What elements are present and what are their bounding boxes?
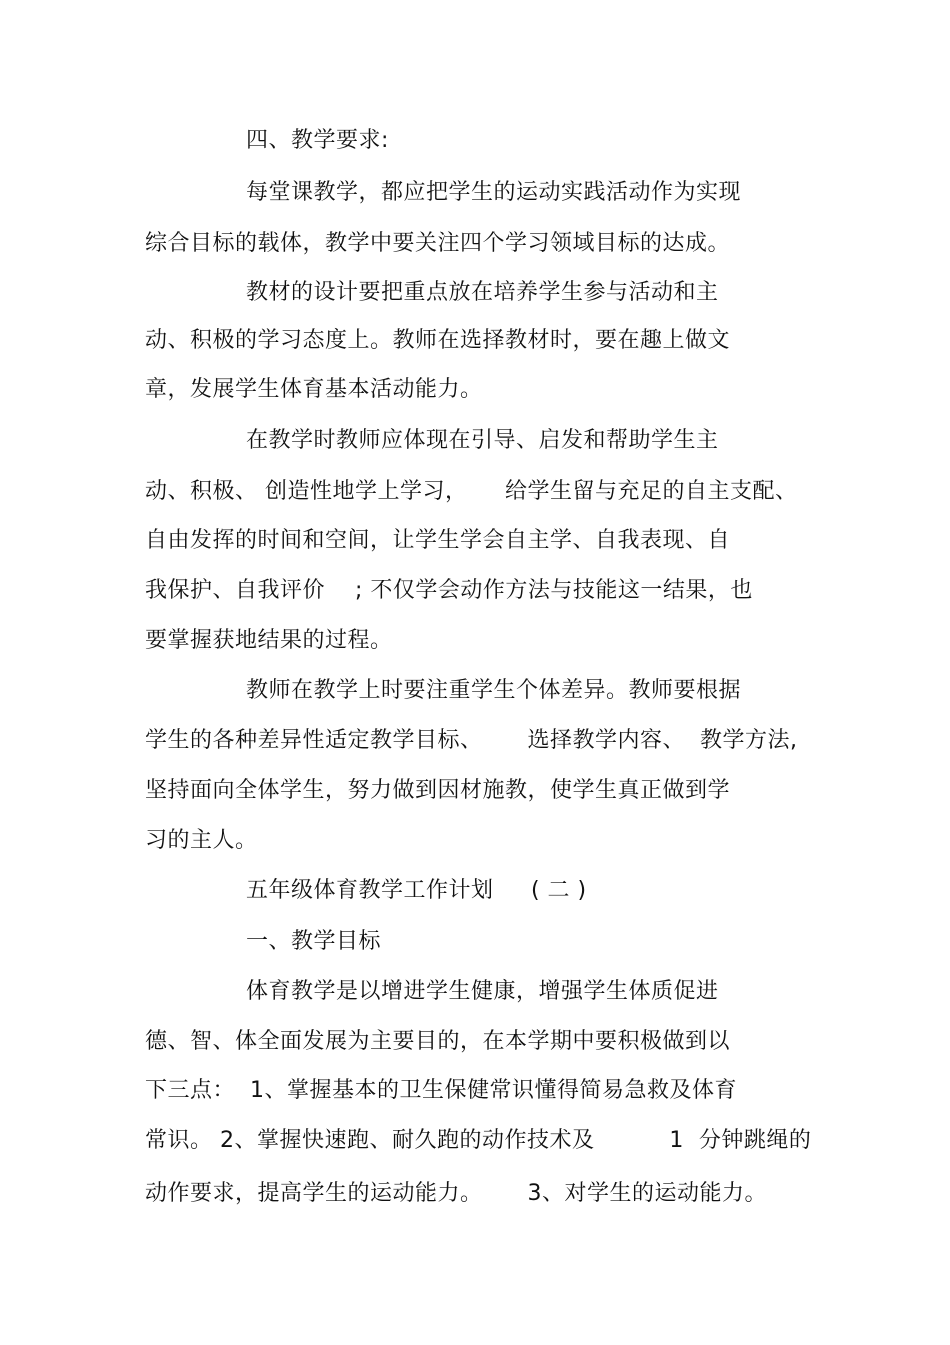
- paragraph-line: 在教学时教师应体现在引导、启发和帮助学生主: [246, 428, 719, 453]
- paragraph-line: 要掌握获地结果的过程。: [145, 628, 393, 653]
- paragraph-line: 章，发展学生体育基本活动能力。: [145, 377, 483, 402]
- paragraph-line: 动、积极、 创造性地学上学习， 给学生留与充足的自主支配、: [145, 479, 798, 504]
- paragraph-line: 学生的各种差异性适定教学目标、 选择教学内容、 教学方法,: [145, 728, 798, 753]
- paragraph-line: 自由发挥的时间和空间，让学生学会自主学、自我表现、自: [145, 528, 731, 553]
- paragraph-line: 动、积极的学习态度上。教师在选择教材时，要在趣上做文: [145, 328, 731, 353]
- paragraph-line: 习的主人。: [145, 828, 258, 853]
- paragraph-line: 每堂课教学，都应把学生的运动实践活动作为实现: [246, 180, 742, 205]
- paragraph-line: 教师在教学上时要注重学生个体差异。教师要根据: [246, 678, 742, 703]
- paragraph-line: 常识。 2、掌握快速跑、耐久跑的动作技术及 1 分钟跳绳的: [145, 1128, 812, 1153]
- section-heading: 一、教学目标: [246, 929, 382, 954]
- document-subtitle: 五年级体育教学工作计划 ( 二 ): [246, 878, 587, 903]
- paragraph-line: 我保护、自我评价 ; 不仅学会动作方法与技能这一结果，也: [145, 578, 753, 603]
- paragraph-line: 体育教学是以增进学生健康，增强学生体质促进: [246, 979, 719, 1004]
- paragraph-line: 动作要求，提高学生的运动能力。 3、对学生的运动能力。: [145, 1181, 767, 1206]
- paragraph-line: 下三点： 1、掌握基本的卫生保健常识懂得简易急救及体育: [145, 1078, 737, 1103]
- paragraph-line: 德、智、体全面发展为主要目的，在本学期中要积极做到以: [145, 1029, 731, 1054]
- section-heading: 四、教学要求:: [246, 128, 389, 153]
- paragraph-line: 坚持面向全体学生，努力做到因材施教，使学生真正做到学: [145, 778, 731, 803]
- paragraph-line: 教材的设计要把重点放在培养学生参与活动和主: [246, 280, 719, 305]
- paragraph-line: 综合目标的载体，教学中要关注四个学习领域目标的达成。: [145, 231, 731, 256]
